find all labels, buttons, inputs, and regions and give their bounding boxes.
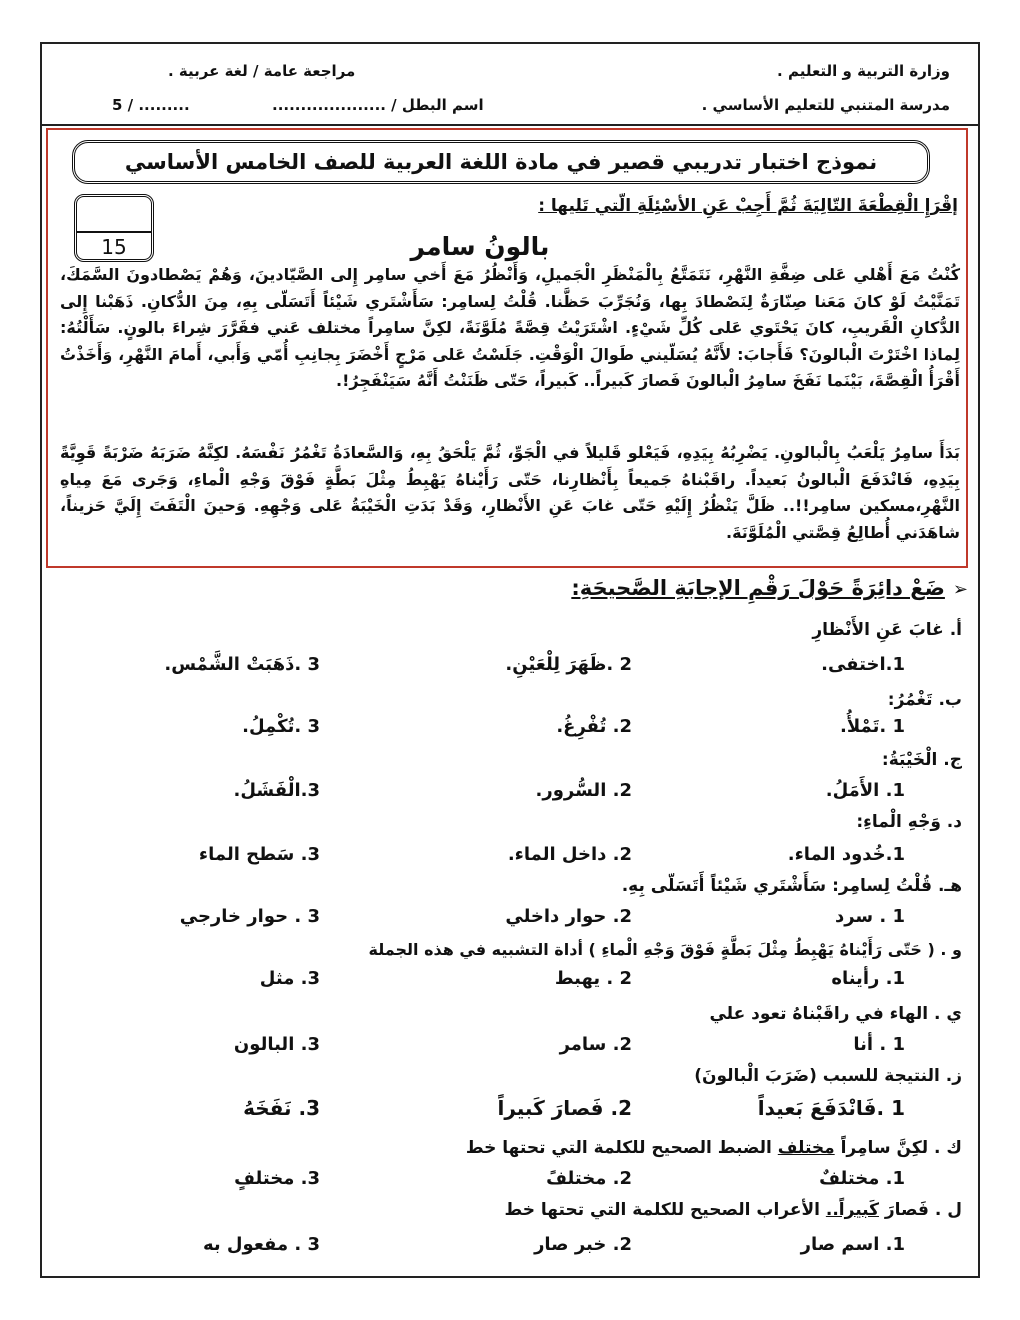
- question-l-suffix: الأعراب الصحيح للكلمة التي تحتها خط: [504, 1200, 826, 1220]
- question-k-underlined-word: مختلف: [777, 1138, 835, 1158]
- score-divider: [77, 231, 151, 233]
- question-c-option-1[interactable]: 1. الأَمَلُ.: [825, 780, 905, 801]
- question-a: أ. غابَ عَنِ الأَنْظارِ: [812, 620, 962, 640]
- question-b-option-1[interactable]: 1 .تَمْلأُ.: [840, 716, 905, 737]
- question-c-option-2[interactable]: 2. السُّرور.: [535, 780, 632, 801]
- question-z-option-3[interactable]: 3. نَفَخَهُ: [243, 1096, 320, 1120]
- section-heading: [571, 576, 968, 600]
- exam-title: نموذج اختبار تدريبي قصير في مادة اللغة العربية للصف الخامس الأساسي: [72, 140, 930, 184]
- question-l-option-3[interactable]: 3 . مفعول به: [202, 1234, 320, 1255]
- question-f-option-1[interactable]: 1. رأيناه: [831, 968, 905, 989]
- question-k-suffix: الضبط الصحيح للكلمة التي تحتها خط: [465, 1138, 778, 1158]
- question-b-option-2[interactable]: 2. تُفْرِغُ.: [556, 716, 632, 737]
- question-c: ج. الْخَيْبَةُ:: [881, 750, 962, 770]
- arrow-bullet-icon: ➢: [952, 579, 968, 600]
- question-b-option-3[interactable]: 3 .تُكْمِلُ.: [242, 716, 320, 737]
- question-l: [505, 1200, 962, 1220]
- question-l-underlined-word: كَبيراً..: [825, 1200, 879, 1220]
- story-title: بالونُ سامر: [410, 232, 550, 261]
- school-label: مدرسة المتنبي للتعليم الأساسي .: [701, 96, 950, 114]
- review-label: مراجعة عامة / لغة عربية .: [168, 62, 356, 80]
- question-k-option-3[interactable]: 3. مختلفٍ: [234, 1168, 320, 1189]
- question-k-prefix: ك . لكِنَّ سامِراً: [834, 1138, 962, 1158]
- question-y-option-1[interactable]: 1 . أنا: [853, 1034, 905, 1055]
- question-e-option-2[interactable]: 2. حوار داخلي: [505, 906, 632, 927]
- section-title: ضَعْ دائِرَةً حَوْلَ رَقْمِ الإجابَةِ الصَّحيحَةِ:: [571, 576, 945, 600]
- question-e: هـ. قُلْتُ لِسامِر: سَأَشْتَري شَيْئاً أَتَسَلّى بِهِ.: [621, 876, 962, 896]
- question-l-option-2[interactable]: 2. خبر صار: [534, 1234, 632, 1255]
- ministry-label: وزارة التربية و التعليم .: [777, 62, 950, 80]
- question-d-option-1[interactable]: 1.خُدود الماء.: [787, 844, 905, 865]
- question-f: و . ( حَتّى رَأَيْناهُ يَهْبِطُ مِثْلَ بَطَّةٍ فَوْقَ وَجْهِ الْماءِ ) أداة التشبيه في هذه الجملة: [368, 940, 962, 959]
- question-y: ي . الهاء في راقَبْناهُ تعود علي: [709, 1004, 962, 1024]
- question-l-prefix: ل . فَصارَ: [878, 1200, 962, 1220]
- question-z-option-2[interactable]: 2. فَصارَ كَبيراً: [497, 1096, 632, 1120]
- question-y-option-3[interactable]: 3. البالون: [233, 1034, 320, 1055]
- question-b: ب. تَغْمُرُ:: [887, 690, 962, 710]
- question-a-option-2[interactable]: 2 .ظَهَرَ لِلْعَيْنِ.: [505, 654, 632, 675]
- question-z-option-1[interactable]: 1 .فَانْدَفَعَ بَعيداً: [757, 1096, 905, 1120]
- question-k-option-1[interactable]: 1. مختلفٌ: [819, 1168, 905, 1189]
- question-f-option-2[interactable]: 2 . يهبط: [554, 968, 632, 989]
- grade-label: 5 / .........: [112, 96, 190, 114]
- student-name-label: اسم البطل / ....................: [272, 96, 484, 114]
- question-e-option-1[interactable]: 1 . سرد: [834, 906, 905, 927]
- score-box: [74, 194, 154, 262]
- question-z: ز. النتيجة للسبب (ضَرَبَ الْبالونَ): [694, 1066, 962, 1086]
- passage-paragraph-1: كُنْتُ مَعَ أَهْلي عَلى ضِفَّةِ النَّهْرِ، نَتَمَتَّعُ بِالْمَنْظَرِ الْجَميلِ، وَأَنْظُرُ مَعَ أَخي سامِر إِلى الصَّيّادينَ، وَهُمْ يَصْطادونَ السَّمَكَ، تَمَنَّيْتُ لَوْ كانَ مَعَنا صِنّارَةٌ لِنَصْطادَ بِها، وَنُجَرِّبَ حَظَّنا. قُلْتُ لِسامِر: سَأَشْتَري شَيْئاً أَتَسَلّى بِهِ، مِنَ الدُّكانِ. ذَهَبْنا إِلى الدُّكانِ الْقَريبِ، كانَ يَحْتَوي عَلى كُلِّ شَيْءٍ. اشْتَرَيْتُ قِصَّةً مُلَوَّنَةً، لكِنَّ سامِراً مختلف عَني فقَرَّرَ شِراءَ بالونٍ. سَأَلْتُهُ: لِماذا اخْتَرْتَ الْبالونَ؟ فَأَجابَ: لأَنَّهُ يُسَلّيني طَوالَ الْوَقْتِ. جَلَسْتُ عَلى مَرْجٍ أَخْضَرَ بِجانِبِ أُمّي وَأَبي، أَمامَ النَّهْرِ، وَأَخَذْتُ أَقْرَأُ الْقِصَّةَ، بَيْنَما نَفَخَ سامِرُ الْبالونَ فَصارَ كَبيراً.. كَبيراً، حَتّى ظَنَنْتُ أَنَّهُ سَيَنْفَجِرُ!.: [60, 265, 960, 390]
- question-d-option-2[interactable]: 2. داخل الماء.: [507, 844, 632, 865]
- question-f-option-3[interactable]: 3. مثل: [259, 968, 320, 989]
- question-k-option-2[interactable]: 2. مختلفً: [546, 1168, 632, 1189]
- score-value: 15: [101, 235, 127, 259]
- passage-paragraph-2: بَدَأَ سامِرُ يَلْعَبُ بِالْبالونِ. يَضْرِبُهُ بِيَدِهِ، فَيَعْلو قَليلاً في الْجَوِّ، ثُمَّ يَلْحَقُ بِهِ، وَالسَّعادَةُ تَغْمُرُ نَفْسَهُ. لكِنَّهُ ضَرَبَهُ ضَرْبَةً قَوِيَّةً بِيَدِهِ، فَانْدَفَعَ الْبالونُ بَعيداً. راقَبْناهُ جَميعاً بِأَنْظارِنا، حَتّى رَأَيْناهُ يَهْبِطُ مِثْلَ بَطَّةٍ فَوْقَ وَجْهِ الْماءِ، وَجَرى مَعَ مِياهِ النَّهْرِ،مسكين سامِر!!.. ظَلَّ يَنْظُرُ إِلَيْهِ حَتّى غابَ عَنِ الأَنْظارِ، وَقَدْ بَدَتِ الْخَيْبَةُ عَلى وَجْهِهِ. وَحينَ الْتَفَتَ إِلَيَّ حَزيناً، شاهَدَني أُطالِعُ قِصَّتي الْمُلَوَّنَةَ.: [60, 443, 960, 542]
- instruction: إقْرَإِ الْقِطْعَةَ التّالِيَةَ ثُمَّ أَجِبْ عَنِ الأسْئِلَةِ الّتي تَليها :: [538, 196, 958, 216]
- question-a-option-1[interactable]: 1.اختفى.: [821, 654, 905, 675]
- question-d: د. وَجْهِ الْماءِ:: [856, 812, 962, 832]
- question-k: [466, 1138, 962, 1158]
- question-c-option-3[interactable]: 3.الْفَشَلُ.: [233, 780, 320, 801]
- question-d-option-3[interactable]: 3. سَطح الماء: [198, 844, 320, 865]
- header-divider: [42, 124, 978, 126]
- question-a-option-3[interactable]: 3 .ذَهَبَتْ الشَّمْس.: [164, 654, 320, 675]
- question-l-option-1[interactable]: 1. اسم صار: [800, 1234, 905, 1255]
- question-y-option-2[interactable]: 2. سامر: [559, 1034, 632, 1055]
- question-e-option-3[interactable]: 3 . حوار خارجي: [179, 906, 320, 927]
